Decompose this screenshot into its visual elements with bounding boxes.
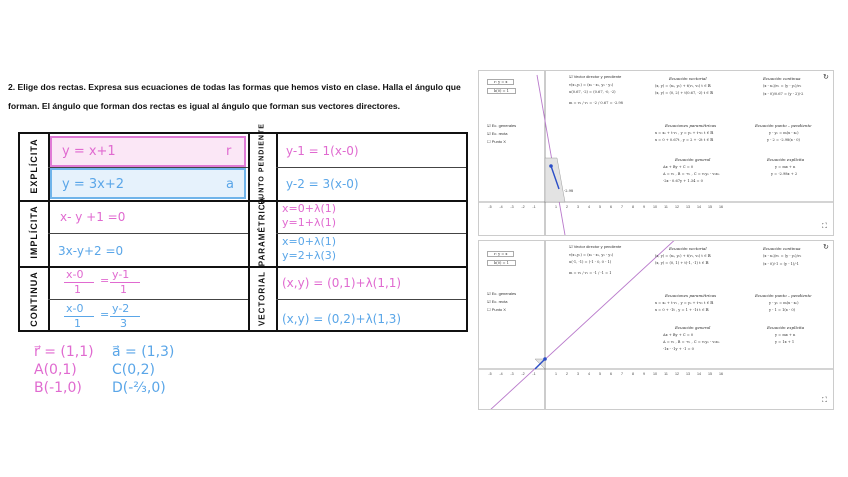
- checkbox-label: Vector director y pendiente: [573, 244, 622, 249]
- x-tick-label: 9: [643, 205, 645, 209]
- x-tick-label: 5: [599, 205, 601, 209]
- refresh-icon[interactable]: ↻: [823, 244, 829, 251]
- divider: [276, 134, 278, 330]
- cont-a-den1: 1: [74, 317, 81, 330]
- x-tick-label: 13: [686, 205, 690, 209]
- x-tick-label: -2: [521, 372, 525, 376]
- slope-formula: m = v₂ / v₁ = -2 / 0.67 = -2.98: [569, 101, 623, 105]
- explicita-a: y = 3x+2: [62, 177, 124, 192]
- checkbox-generales[interactable]: ☑ Ec. generales: [487, 123, 517, 128]
- title-parametricas: Ecuaciones paramétricas: [665, 123, 717, 128]
- label-continua: CONTINUA: [29, 271, 39, 327]
- eq-vectorial-1: (x, y) = (x₀, y₀) + t(v₁, v₂) t ∈ ℝ: [655, 84, 711, 88]
- axis-ticks: [488, 205, 723, 209]
- param-a1: x=0+λ(1): [282, 235, 337, 248]
- x-tick-label: 13: [686, 372, 690, 376]
- input-field-1[interactable]: r: y = x: [487, 251, 514, 257]
- checkbox-label: Punto X: [491, 139, 506, 144]
- x-tick-label: 3: [577, 205, 579, 209]
- cont-r-num1: x-0: [66, 268, 84, 281]
- frac-bar: [64, 316, 94, 317]
- x-tick-label: 15: [708, 205, 712, 209]
- divider: [20, 200, 466, 202]
- x-tick-label: 12: [675, 372, 679, 376]
- x-tick-label: 4: [588, 205, 590, 209]
- slope-formula: m = v₂ / v₁ = -1 / -1 = 1: [569, 271, 612, 275]
- vector-formula: v(x₁,y₁) = (x₂ - x₁, y₂ - y₁): [569, 253, 614, 257]
- title-general: Ecuación general: [675, 325, 711, 330]
- title-explicita: Ecuación explícita: [767, 325, 805, 330]
- vector-values: u(-1, -1) = (-1 - 0, 0 - 1): [569, 260, 612, 264]
- checkbox-label: Punto X: [491, 307, 506, 312]
- eq-general-2: A = v₂ , B = -v₁ , C = v₁y₀ - v₂x₀: [663, 340, 720, 344]
- implicita-a: 3x-y+2 =0: [58, 244, 124, 258]
- cont-a-num1: x-0: [66, 302, 84, 315]
- divider: [276, 233, 466, 234]
- x-tick-label: -4: [499, 205, 503, 209]
- checkbox-recta[interactable]: ☑ Ec. recta: [487, 131, 508, 136]
- checkbox-punto[interactable]: ☐ Punto X: [487, 307, 506, 312]
- input-field-2[interactable]: b(0) = 1: [487, 88, 516, 94]
- point-label: -2.98: [564, 189, 574, 193]
- vectorial-r: (x,y) = (0,1)+λ(1,1): [282, 276, 402, 290]
- eq-general-3: -1x - -1y + -1 = 0: [663, 347, 694, 351]
- pp-r: y-1 = 1(x-0): [286, 144, 359, 158]
- note-vector-r: r⃗ = (1,1): [34, 344, 94, 360]
- equals-sign: =: [100, 274, 110, 287]
- eq-pp-2: y - 2 = -2.98(x - 0): [767, 138, 800, 142]
- label-parametrica: PARAMÉTRICA: [257, 196, 267, 267]
- x-tick-label: 7: [621, 205, 623, 209]
- divider: [48, 233, 248, 234]
- x-tick-label: 6: [610, 205, 612, 209]
- equations-table: [18, 123, 468, 332]
- frac-bar: [64, 282, 94, 283]
- divider: [48, 299, 248, 300]
- input-field-2[interactable]: b(0) = 1: [487, 260, 516, 266]
- checkbox-vector[interactable]: ☑ Vector director y pendiente: [569, 244, 622, 249]
- frac-bar: [110, 282, 140, 283]
- vectorial-a: (x,y) = (0,2)+λ(1,3): [282, 312, 402, 326]
- implicita-r: x- y +1 =0: [60, 210, 126, 224]
- x-tick-label: 16: [719, 205, 723, 209]
- eq-vectorial-2: (x, y) = (0, 1) + t(-1, -1) t ∈ ℝ: [655, 261, 709, 265]
- geogebra-panel-2[interactable]: [478, 240, 834, 410]
- geogebra-panel-1[interactable]: [478, 70, 834, 236]
- note-point-a: A(0,1): [34, 362, 77, 378]
- x-tick-label: -3: [510, 372, 514, 376]
- eq-pp-2: y - 1 = 1(x - 0): [769, 308, 796, 312]
- frac-bar: [110, 316, 140, 317]
- eq-general-2: A = v₂ , B = -v₁ , C = v₁y₀ - v₂x₀: [663, 172, 720, 176]
- eq-explicita-1: y = mx + n: [775, 165, 796, 169]
- line-r: [489, 241, 679, 410]
- x-tick-label: 15: [708, 372, 712, 376]
- label-explicita: EXPLÍCITA: [29, 138, 39, 194]
- title-continua: Ecuación continua: [763, 246, 801, 251]
- x-tick-label: 11: [664, 372, 668, 376]
- eq-explicita-2: y = 1x + 1: [775, 340, 795, 344]
- x-tick-label: -5: [488, 205, 492, 209]
- param-r1: x=0+λ(1): [282, 202, 337, 215]
- x-tick-label: 2: [566, 372, 568, 376]
- cont-r-num2: y-1: [112, 268, 130, 281]
- eq-continua-1: (x - x₀)/v₁ = (y - y₀)/v₂: [763, 84, 802, 88]
- eq-param-2: x = 0 + -1t , y = 1 + -1t t ∈ ℝ: [655, 308, 709, 312]
- divider: [276, 167, 466, 168]
- equals-sign: =: [100, 308, 110, 321]
- input-field-1[interactable]: r: y = x: [487, 79, 514, 85]
- title-general: Ecuación general: [675, 157, 711, 162]
- label-vectorial: VECTORIAL: [257, 270, 267, 327]
- eq-explicita-2: y = -2.98x + 2: [771, 172, 798, 176]
- explicita-r: y = x+1: [62, 144, 116, 159]
- note-point-c: C(0,2): [112, 362, 155, 378]
- title-punto-pendiente: Ecuación punto – pendiente: [755, 293, 812, 298]
- checkbox-label: Ec. recta: [491, 131, 508, 136]
- x-tick-label: 14: [697, 372, 701, 376]
- x-tick-label: 6: [610, 372, 612, 376]
- point-a: [543, 357, 547, 361]
- title-continua: Ecuación continua: [763, 76, 801, 81]
- divider: [248, 134, 250, 330]
- note-point-b: B(-1,0): [34, 380, 82, 396]
- param-r2: y=1+λ(1): [282, 216, 337, 229]
- vector-formula: v(x₁,y₁) = (x₂ - x₁, y₂ - y₁): [569, 83, 614, 87]
- tag-r: r: [226, 144, 232, 159]
- checkbox-generales[interactable]: ☑ Ec. generales: [487, 291, 517, 296]
- x-tick-label: 8: [632, 372, 634, 376]
- eq-general-3: -2x - 0.67y + 1.34 = 0: [663, 179, 703, 183]
- x-tick-label: -1: [532, 372, 536, 376]
- eq-param-1: x = x₀ + t·v₁ , y = y₀ + t·v₂ t ∈ ℝ: [655, 131, 714, 135]
- x-tick-label: 8: [632, 205, 634, 209]
- x-tick-label: -4: [499, 372, 503, 376]
- note-point-d: D(-⅔,0): [112, 380, 166, 396]
- eq-continua-1: (x - x₀)/v₁ = (y - y₀)/v₂: [763, 254, 802, 258]
- slope-triangle: [545, 158, 565, 202]
- x-tick-label: -1: [532, 205, 536, 209]
- eq-general-1: Ax + By + C = 0: [663, 165, 694, 169]
- x-tick-label: 1: [555, 205, 557, 209]
- x-tick-label: 5: [599, 372, 601, 376]
- note-vector-a: a⃗ = (1,3): [112, 344, 175, 360]
- title-vectorial: Ecuación vectorial: [669, 76, 707, 81]
- checkbox-punto[interactable]: ☐ Punto X: [487, 139, 506, 144]
- checkbox-label: Ec. recta: [491, 299, 508, 304]
- eq-continua-2: (x - 0)/0.67 = (y - 2)/-2: [763, 92, 804, 96]
- x-tick-label: 3: [577, 372, 579, 376]
- title-vectorial: Ecuación vectorial: [669, 246, 707, 251]
- x-tick-label: 7: [621, 372, 623, 376]
- checkbox-vector[interactable]: ☑ Vector director y pendiente: [569, 74, 622, 79]
- x-tick-label: 10: [653, 205, 657, 209]
- x-tick-label: 16: [719, 372, 723, 376]
- eq-vectorial-1: (x, y) = (x₀, y₀) + t(v₁, v₂) t ∈ ℝ: [655, 254, 711, 258]
- checkbox-label: Ec. generales: [491, 123, 517, 128]
- x-tick-label: -5: [488, 372, 492, 376]
- divider: [20, 266, 466, 268]
- eq-param-2: x = 0 + 0.67t , y = 2 + -2t t ∈ ℝ: [655, 138, 714, 142]
- fullscreen-icon[interactable]: ⛶: [822, 223, 827, 230]
- refresh-icon[interactable]: ↻: [823, 74, 829, 81]
- vector-values: u(0.67, -2) = (0.67, -0, -2): [569, 90, 616, 94]
- eq-vectorial-2: (x, y) = (0, 2) + t(0.67, -2) t ∈ ℝ: [655, 91, 713, 95]
- eq-pp-1: y - y₀ = m(x - x₀): [769, 301, 799, 305]
- x-tick-label: 4: [588, 372, 590, 376]
- x-tick-label: 2: [566, 205, 568, 209]
- fullscreen-icon[interactable]: ⛶: [822, 397, 827, 404]
- eq-param-1: x = x₀ + t·v₁ , y = y₀ + t·v₂ t ∈ ℝ: [655, 301, 714, 305]
- title-punto-pendiente: Ecuación punto – pendiente: [755, 123, 812, 128]
- tag-a: a: [226, 177, 234, 192]
- param-a2: y=2+λ(3): [282, 249, 337, 262]
- cont-a-den2: 3: [120, 317, 127, 330]
- checkbox-label: Vector director y pendiente: [573, 74, 622, 79]
- x-tick-label: 9: [643, 372, 645, 376]
- title-parametricas: Ecuaciones paramétricas: [665, 293, 717, 298]
- line-r: [537, 75, 565, 235]
- label-implicita: IMPLÍCITA: [29, 205, 39, 259]
- eq-pp-1: y - y₀ = m(x - x₀): [769, 131, 799, 135]
- pp-a: y-2 = 3(x-0): [286, 177, 359, 191]
- checkbox-recta[interactable]: ☑ Ec. recta: [487, 299, 508, 304]
- title-explicita: Ecuación explícita: [767, 157, 805, 162]
- x-tick-label: 14: [697, 205, 701, 209]
- label-punto-pendiente: PUNTO PENDIENTE: [258, 123, 266, 205]
- x-tick-label: 10: [653, 372, 657, 376]
- cont-r-den1: 1: [74, 283, 81, 296]
- checkbox-label: Ec. generales: [491, 291, 517, 296]
- x-tick-label: 11: [664, 205, 668, 209]
- eq-explicita-1: y = mx + n: [775, 333, 796, 337]
- cont-r-den2: 1: [120, 283, 127, 296]
- question-text: 2. Elige dos rectas. Expresa sus ecuaciones de todas las formas que hemos visto en clase. Halla el ángulo que forman. El ángulo que forman dos rectas es igual al ángulo que forman sus vectores directores.: [8, 82, 461, 111]
- x-tick-label: 1: [555, 372, 557, 376]
- point-a: [549, 164, 553, 168]
- divider: [276, 299, 466, 300]
- x-tick-label: -2: [521, 205, 525, 209]
- eq-general-1: Ax + By + C = 0: [663, 333, 694, 337]
- eq-continua-2: (x - 0)/-1 = (y - 1)/-1: [763, 262, 799, 266]
- x-tick-label: 12: [675, 205, 679, 209]
- axis-ticks: [488, 372, 723, 376]
- x-tick-label: -3: [510, 205, 514, 209]
- cont-a-num2: y-2: [112, 302, 130, 315]
